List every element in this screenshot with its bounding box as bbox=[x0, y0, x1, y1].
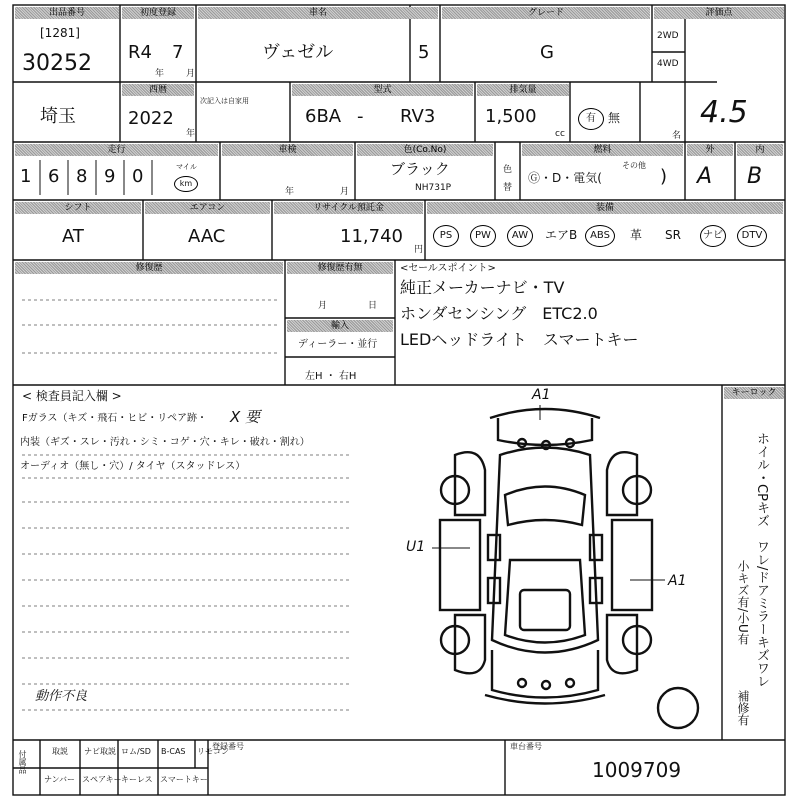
first-reg-month-unit: 月 bbox=[186, 69, 196, 79]
car-name: ヴェゼル bbox=[262, 42, 334, 63]
transmission: AT bbox=[62, 226, 84, 247]
acc-number: ナンバー bbox=[44, 775, 76, 784]
mileage-header: 走行 bbox=[15, 144, 218, 156]
right-col-1: ホイル・CPキズ bbox=[754, 432, 769, 527]
displacement-unit: cc bbox=[555, 129, 565, 139]
lot-number: 30252 bbox=[22, 51, 92, 76]
mileage-digit-4: 9 bbox=[104, 166, 116, 187]
right-col-4: 補修有 bbox=[736, 690, 750, 726]
model-code: RV3 bbox=[400, 106, 436, 127]
sales-line-1: 純正メーカーナビ・TV bbox=[400, 278, 565, 297]
region: 埼玉 bbox=[40, 106, 76, 127]
frame-number: 1009709 bbox=[592, 758, 682, 782]
aircon: AAC bbox=[188, 226, 226, 247]
acc-keyless: キーレス bbox=[121, 775, 153, 784]
model-sep: - bbox=[357, 106, 364, 127]
fuel-other-label: その他 bbox=[622, 161, 646, 170]
history-label: 修復歴有無 bbox=[287, 262, 393, 274]
reg-label: 登録番号 bbox=[212, 742, 244, 751]
recycle-amount: 11,740 bbox=[340, 226, 403, 247]
acc-remote: リモコン bbox=[197, 747, 229, 756]
mileage-digit-3: 8 bbox=[76, 166, 88, 187]
equip-aw: AW bbox=[507, 225, 533, 247]
equip-navi: ナビ bbox=[700, 225, 726, 247]
grade-interior: B bbox=[747, 164, 763, 189]
history-day: 日 bbox=[368, 301, 378, 311]
equipment-header: 装備 bbox=[427, 202, 783, 214]
displacement-none: 無 bbox=[608, 111, 621, 125]
displacement-value: 1,500 bbox=[485, 106, 537, 127]
insp-header: 車検 bbox=[222, 144, 353, 156]
car-doors: 5 bbox=[418, 42, 430, 63]
acc-smart-key: スマートキー bbox=[160, 775, 208, 784]
equip-pw: PW bbox=[470, 225, 496, 247]
insp-month-unit: 月 bbox=[340, 187, 350, 197]
inspector-handwritten: 動作不良 bbox=[35, 689, 88, 704]
mileage-km: km bbox=[174, 176, 198, 192]
color-header: 色(Co.No) bbox=[357, 144, 493, 156]
color-label1: 色 bbox=[503, 165, 513, 175]
model-year-note: 次記入は自家用 bbox=[200, 97, 249, 105]
drive-2wd: 2WD bbox=[657, 31, 679, 41]
acc-navi-manual: ナビ取説 bbox=[84, 747, 116, 756]
insp-year-unit: 年 bbox=[285, 187, 295, 197]
eval-header: 評価点 bbox=[654, 7, 784, 19]
first-reg-era: R4 bbox=[128, 42, 152, 63]
color-code: NH731P bbox=[415, 183, 452, 193]
grade-header: グレード bbox=[442, 7, 650, 19]
score-mark: 名 bbox=[672, 131, 682, 141]
ext-header: 外 bbox=[687, 144, 733, 156]
import-header: 輸入 bbox=[287, 320, 393, 332]
bottom-left-label: 付属品 bbox=[18, 750, 27, 774]
equip-leather: 革 bbox=[630, 228, 643, 242]
inspector-line-1-mark: X 要 bbox=[230, 408, 261, 426]
displacement-header: 排気量 bbox=[477, 84, 569, 96]
history-month: 月 bbox=[318, 301, 328, 311]
keylock-label: キーロック bbox=[724, 387, 784, 399]
grade-exterior: A bbox=[697, 164, 713, 189]
equip-dtv: DTV bbox=[737, 225, 767, 247]
mileage-mile: マイル bbox=[176, 163, 197, 171]
mileage-digit-5: 0 bbox=[132, 166, 144, 187]
inspector-line-1: Fガラス（キズ・飛石・ヒビ・リペア跡・ bbox=[22, 413, 208, 424]
model-prefix: 6BA bbox=[305, 106, 342, 127]
model-year: 2022 bbox=[128, 108, 174, 129]
color-label2: 替 bbox=[503, 183, 513, 193]
right-col-2: ワレ/ドアミラーキズワレ bbox=[754, 540, 769, 688]
equip-sr: SR bbox=[665, 228, 681, 242]
inspector-title: < 検査員記入欄 > bbox=[22, 389, 122, 403]
acc-rom: ロム/SD bbox=[121, 747, 151, 756]
drive-4wd: 4WD bbox=[657, 59, 679, 69]
inspector-line-2: 内装（ギズ・スレ・汚れ・シミ・コゲ・穴・キレ・破れ・割れ） bbox=[20, 437, 310, 448]
score-value: 4.5 bbox=[700, 95, 748, 130]
first-reg-month: 7 bbox=[172, 42, 184, 63]
aircon-header: エアコン bbox=[145, 202, 270, 214]
int-header: 内 bbox=[737, 144, 783, 156]
fuel-header: 燃料 bbox=[522, 144, 683, 156]
model-year-header: 西暦 bbox=[122, 84, 194, 96]
lot-code: [1281] bbox=[40, 26, 80, 40]
fuel-options: Ⓖ・D・電気( bbox=[528, 171, 602, 185]
color-name: ブラック bbox=[390, 160, 450, 178]
sales-line-3: LEDヘッドライト スマートキー bbox=[400, 330, 639, 349]
mileage-digit-2: 6 bbox=[48, 166, 60, 187]
mark-front: A1 bbox=[532, 387, 551, 403]
acc-bcas: B-CAS bbox=[161, 747, 186, 756]
import-steering: 左H ・ 右H bbox=[305, 371, 357, 382]
car-diagram bbox=[440, 409, 698, 728]
recycle-unit: 円 bbox=[414, 245, 424, 255]
lot-header: 出品番号 bbox=[15, 7, 119, 19]
equip-ps: PS bbox=[433, 225, 459, 247]
shift-header: シフト bbox=[15, 202, 141, 214]
type-header: 型式 bbox=[292, 84, 473, 96]
car-name-header: 車名 bbox=[198, 7, 438, 19]
first-reg-year-unit: 年 bbox=[155, 69, 165, 79]
equip-abs: ABS bbox=[585, 225, 615, 247]
sales-label: <セールスポイント> bbox=[400, 263, 496, 274]
history-header: 修復歴 bbox=[15, 262, 283, 274]
mileage-digit-1: 1 bbox=[20, 166, 32, 187]
model-year-unit: 年 bbox=[186, 129, 196, 139]
equip-airbag: エアB bbox=[545, 228, 578, 242]
fuel-close: ) bbox=[660, 166, 668, 187]
import-dealer: ディーラー・並行 bbox=[298, 339, 378, 350]
mark-left: U1 bbox=[406, 539, 426, 555]
displacement-has: 有 bbox=[578, 108, 604, 130]
recycle-header: リサイクル預託金 bbox=[274, 202, 423, 214]
acc-spare-key: スペアキー bbox=[82, 775, 122, 784]
frame-label: 車台番号 bbox=[510, 742, 542, 751]
inspector-line-3: オーディオ（無し・穴）/ タイヤ（スタッドレス） bbox=[20, 461, 246, 472]
car-grade: G bbox=[540, 42, 554, 63]
mark-right: A1 bbox=[668, 573, 687, 589]
right-col-3: 小キズ有/小U有 bbox=[736, 560, 750, 645]
acc-manual: 取説 bbox=[52, 747, 68, 756]
first-reg-header: 初度登録 bbox=[122, 7, 194, 19]
sales-line-2: ホンダセンシング ETC2.0 bbox=[400, 304, 598, 323]
